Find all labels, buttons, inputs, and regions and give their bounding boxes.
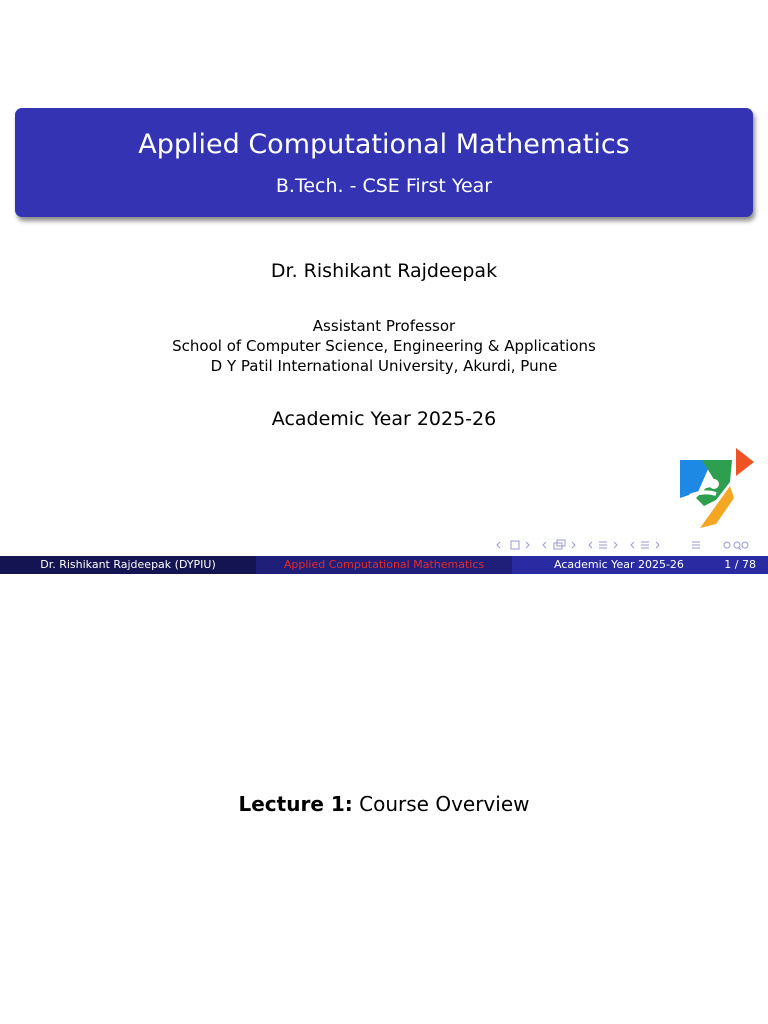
footer-right <box>512 556 768 574</box>
lecture-topic: Course Overview <box>359 792 530 816</box>
institute-university: D Y Patil International University, Akurdi, Pune <box>210 357 558 375</box>
footer-author: Dr. Rishikant Rajdeepak (DYPIU) <box>0 556 256 574</box>
institute-position: Assistant Professor <box>312 317 456 335</box>
logo-white-dot <box>709 479 719 489</box>
university-logo-icon <box>676 446 756 532</box>
title-box <box>15 108 753 217</box>
lecture-heading <box>0 791 768 817</box>
academic-year: Academic Year 2025-26 <box>271 408 497 430</box>
footer-bar <box>0 556 768 574</box>
logo-red-triangle <box>736 448 754 476</box>
author-name: Dr. Rishikant Rajdeepak <box>270 260 498 282</box>
institute-school: School of Computer Science, Engineering & Applications <box>172 337 596 355</box>
slide-subtitle: B.Tech. - CSE First Year <box>275 175 493 197</box>
institute-block <box>0 316 768 376</box>
slide-title: Applied Computational Mathematics <box>138 129 630 160</box>
footer-page-number: 1 / 78 <box>724 558 756 571</box>
beamer-navigation-symbols-icon[interactable] <box>496 539 762 551</box>
footer-title: Applied Computational Mathematics <box>256 556 512 574</box>
lecture-label: Lecture 1: <box>238 792 353 816</box>
footer-date: Academic Year 2025-26 <box>554 558 684 571</box>
